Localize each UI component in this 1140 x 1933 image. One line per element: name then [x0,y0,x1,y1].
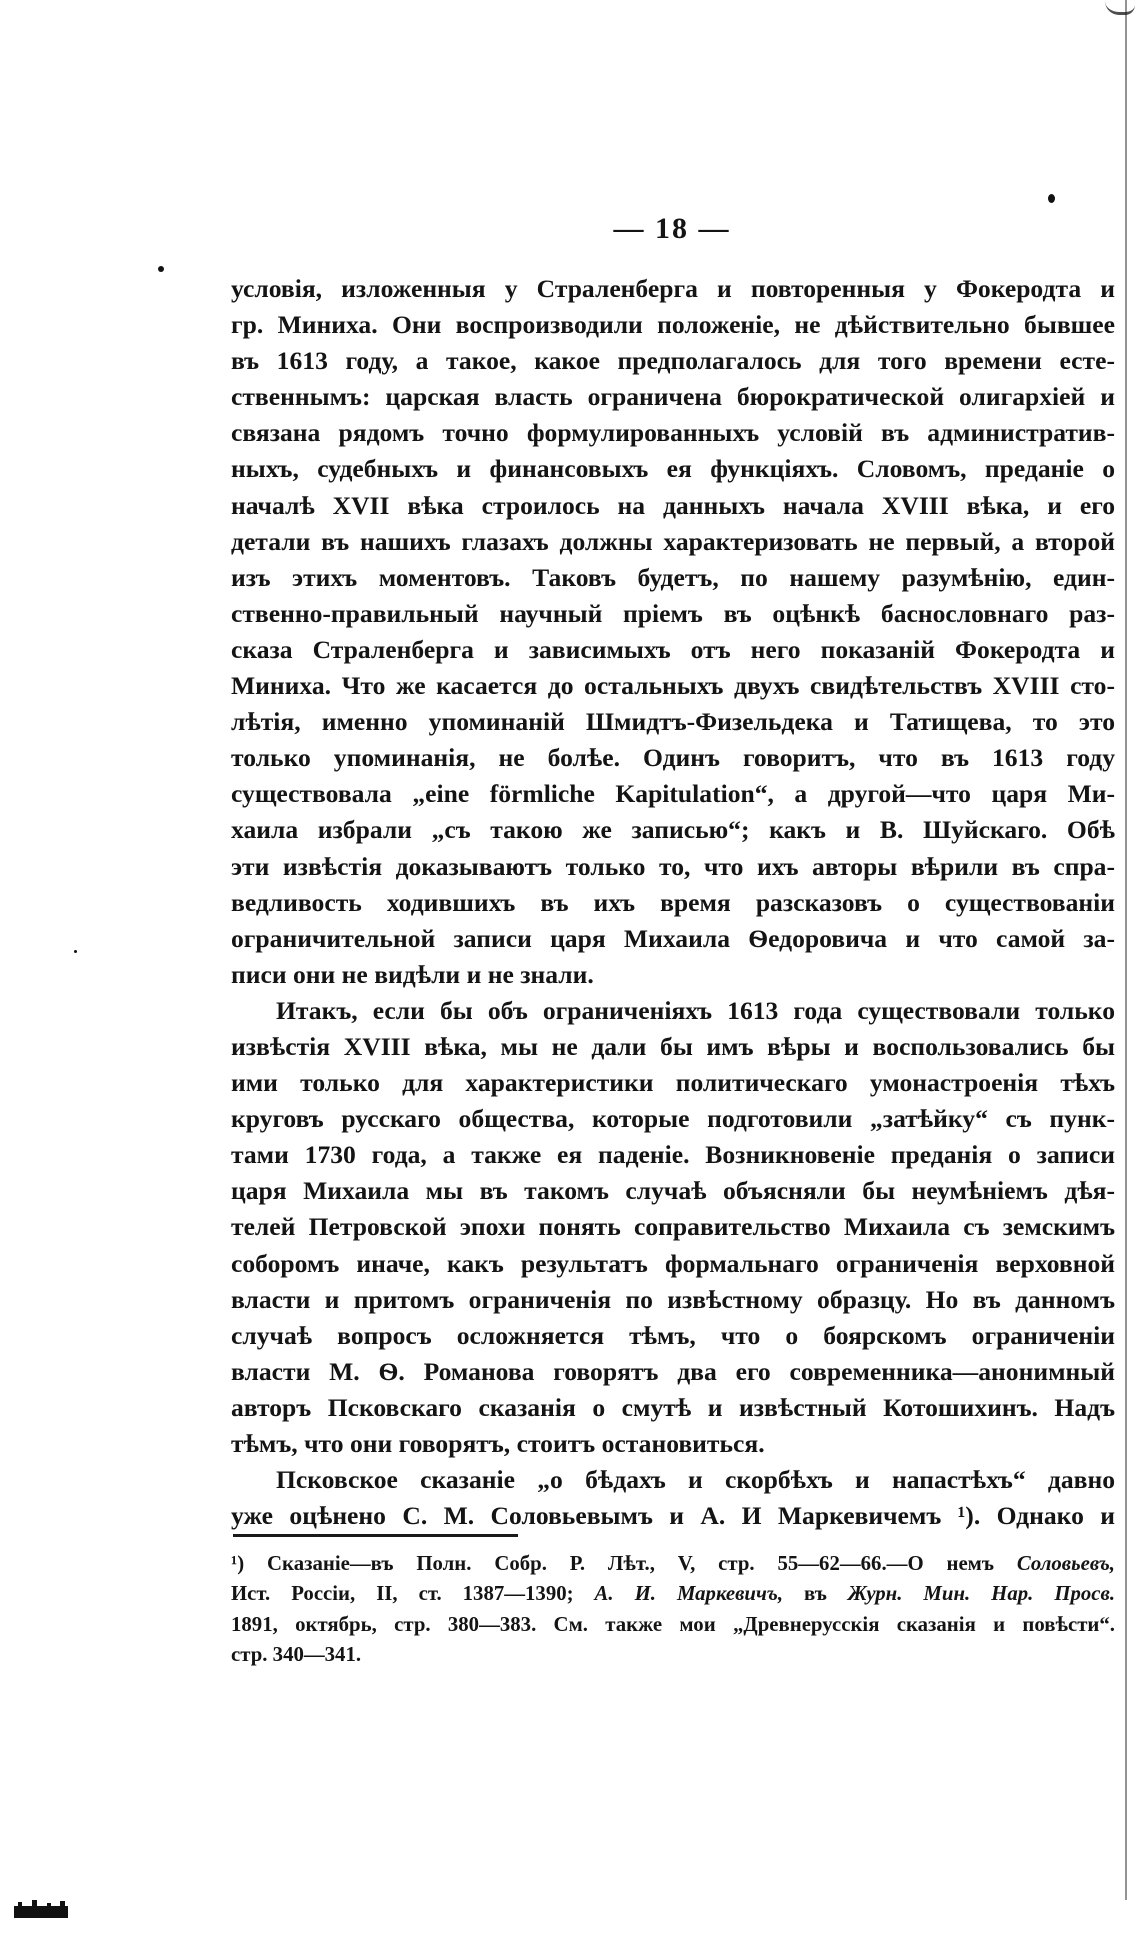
text-line: эти извѣстія доказываютъ только то, что ихъ авторы вѣрили въ спра- [231,851,1115,881]
text-line: въ 1613 году, а такое, какое предполагалось для того времени есте- [231,346,1115,376]
text-line: круговъ русскаго общества, которые подготовили „затѣйку“ съ пунк- [231,1104,1115,1134]
page-number: — 18 — [613,212,731,245]
footnote-line: стр. 340—341. [231,1642,362,1666]
text-line: тами 1730 года, а также ея паденіе. Возникновеніе преданія о записи [231,1140,1115,1170]
paragraph-1 [231,271,1115,993]
text-line: соборомъ иначе, какъ результатъ формальнаго ограниченія верховной [231,1248,1115,1278]
text-line: Итакъ, если бы объ ограниченіяхъ 1613 года существовали только [276,995,1115,1025]
text-line: только упоминанія, не болѣе. Одинъ говоритъ, что въ 1613 году [231,743,1115,773]
scan-corner-mark [1105,0,1135,15]
footnote-text: въ [804,1582,827,1606]
text-line: случаѣ вопросъ осложняется тѣмъ, что о боярскомъ ограниченіи [231,1320,1115,1350]
footnote-text: Ист. Россіи, II, ст. 1387—1390; [231,1582,574,1606]
footnote-line [231,1579,1115,1609]
text-line: ими только для характеристики политическаго умонастроенія тѣхъ [231,1068,1115,1098]
text-line: извѣстія XVIII вѣка, мы не дали бы имъ вѣры и воспользовались бы [231,1031,1115,1061]
paragraph-3 [231,1462,1115,1534]
footnote-journal: Журн. Мин. Нар. Просв. [847,1582,1115,1606]
paragraph-2 [231,993,1115,1462]
ink-speck [74,950,77,953]
text-line: уже оцѣнено С. М. Соловьевымъ и А. И Маркевичемъ ¹). Однако и [231,1501,1115,1531]
text-line: писи они не видѣли и не знали. [231,959,594,989]
footnote [231,1549,1115,1670]
body-text [231,271,1115,1534]
footnote-line: 1891, октябрь, стр. 380—383. См. также мои „Древнерусскія сказанія и повѣсти“. [231,1612,1115,1636]
text-line: хаила избрали „съ такою же записью“; какъ и В. Шуйскаго. Обѣ [231,815,1115,845]
text-line: ведливость ходившихъ въ ихъ время разсказовъ о существованіи [231,887,1115,917]
text-line: Псковское сказаніе „о бѣдахъ и скорбѣхъ и напастѣхъ“ давно [276,1465,1115,1495]
footnote-author: А. И. Маркевичъ, [594,1582,784,1606]
text-line: телей Петровской эпохи понять соправительство Михаила съ земскимъ [231,1212,1115,1242]
text-line: царя Михаила мы въ такомъ случаѣ объясняли бы неумѣніемъ дѣя- [231,1176,1115,1206]
text-line: связана рядомъ точно формулированныхъ условій въ административ- [231,418,1115,448]
text-line: изъ этихъ моментовъ. Таковъ будетъ, по нашему разумѣнію, един- [231,562,1115,592]
text-line: условія, изложенныя у Страленберга и повторенныя у Фокеродта и [231,274,1115,303]
text-line: власти и притомъ ограниченія по извѣстному образцу. Но въ данномъ [231,1284,1115,1314]
text-line: власти М. Ѳ. Романова говорятъ два его современника—анонимный [231,1356,1115,1386]
library-stamp-mark [14,1900,68,1918]
ink-speck [158,266,164,272]
text-line: сказа Страленберга и зависимыхъ отъ него показаній Фокеродта и [231,634,1115,664]
text-line: авторъ Псковскаго сказанія о смутѣ и извѣстный Котошихинъ. Надъ [231,1392,1115,1422]
text-line: ограничительной записи царя Михаила Ѳедоровича и что самой за- [231,923,1115,953]
footnote-divider [233,1534,518,1537]
footnote-author: Соловьевъ, [1016,1552,1115,1575]
text-line: гр. Миниха. Они воспроизводили положеніе, не дѣйствительно бывшее [231,310,1115,340]
ink-speck [1048,194,1055,203]
footnote-text: ¹) Сказаніе—въ Полн. Собр. Р. Лѣт., V, стр. 55—62—66.—О немъ [231,1552,994,1575]
page-edge-shadow [1125,0,1127,1900]
footnote-line [231,1549,1115,1579]
text-line: началѣ XVII вѣка строилось на данныхъ начала XVIII вѣка, и его [231,490,1115,520]
text-line: тѣмъ, что они говорятъ, стоитъ остановиться. [231,1429,765,1458]
text-line: ственно-правильный научный пріемъ въ оцѣнкѣ баснословнаго раз- [231,598,1115,628]
text-line: ныхъ, судебныхъ и финансовыхъ ея функціяхъ. Словомъ, преданіе о [231,454,1115,484]
text-line: существовала „eine förmliche Kapitulation“, а другой—что царя Ми- [231,779,1115,809]
text-line: лѣтія, именно упоминаній Шмидтъ-Физельдека и Татищева, то это [231,707,1115,737]
text-line: ственнымъ: царская власть ограничена бюрократической олигархіей и [231,382,1115,412]
text-line: Миниха. Что же касается до остальныхъ двухъ свидѣтельствъ XVIII сто- [231,671,1115,701]
text-line: детали въ нашихъ глазахъ должны характеризовать не первый, а второй [231,526,1115,556]
